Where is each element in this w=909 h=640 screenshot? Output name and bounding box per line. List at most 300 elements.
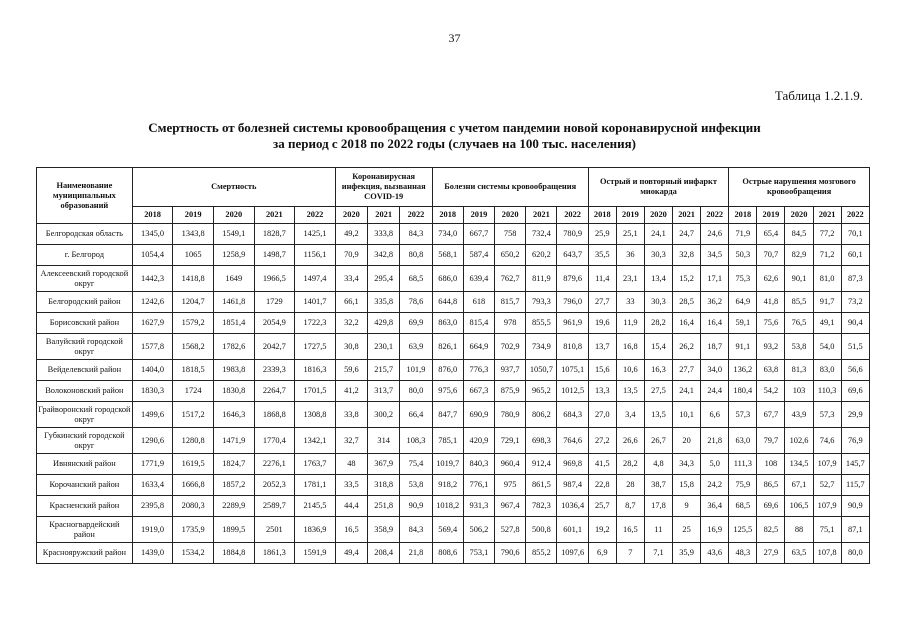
document-title — [0, 120, 909, 152]
table-cell: 54,0 — [813, 334, 841, 360]
table-cell: 108,3 — [400, 428, 432, 454]
table-cell: 26,2 — [673, 334, 701, 360]
header-municipality: Наименование муниципальных образований — [37, 168, 133, 224]
table-cell: 57,3 — [729, 402, 757, 428]
municipality-name: Волоконовский район — [37, 381, 133, 402]
table-cell: 4,8 — [644, 454, 672, 475]
table-cell: 690,9 — [463, 402, 494, 428]
table-cell: 875,9 — [495, 381, 526, 402]
table-cell: 83,0 — [813, 360, 841, 381]
table-cell: 1242,6 — [132, 292, 173, 313]
table-cell: 1770,4 — [254, 428, 295, 454]
table-cell: 24,1 — [644, 224, 672, 245]
table-cell: 1050,7 — [526, 360, 557, 381]
table-cell: 2145,5 — [295, 496, 336, 517]
table-cell: 10,6 — [616, 360, 644, 381]
table-cell: 961,9 — [557, 313, 588, 334]
table-cell: 1549,1 — [213, 224, 254, 245]
table-cell: 50,3 — [729, 245, 757, 266]
table-cell: 420,9 — [463, 428, 494, 454]
municipality-name: Вейделевский район — [37, 360, 133, 381]
year-header-circulatory: 2020 — [495, 207, 526, 224]
table-cell: 1019,7 — [432, 454, 463, 475]
table-row — [37, 266, 870, 292]
table-cell: 1280,8 — [173, 428, 214, 454]
table-cell: 975,6 — [432, 381, 463, 402]
table-cell: 27,2 — [588, 428, 616, 454]
table-cell: 1828,7 — [254, 224, 295, 245]
table-cell: 2589,7 — [254, 496, 295, 517]
table-cell: 2054,9 — [254, 313, 295, 334]
table-cell: 251,8 — [368, 496, 400, 517]
table-cell: 65,4 — [757, 224, 785, 245]
table-cell: 32,7 — [335, 428, 367, 454]
table-cell: 53,8 — [400, 475, 432, 496]
table-row — [37, 381, 870, 402]
table-cell: 758 — [495, 224, 526, 245]
table-cell: 49,4 — [335, 543, 367, 564]
table-cell: 815,7 — [495, 292, 526, 313]
table-cell: 75,6 — [757, 313, 785, 334]
page-number: 37 — [448, 31, 461, 45]
table-cell: 2289,9 — [213, 496, 254, 517]
table-cell: 107,9 — [813, 496, 841, 517]
table-cell: 780,9 — [495, 402, 526, 428]
table-cell: 960,4 — [495, 454, 526, 475]
year-header-stroke: 2018 — [729, 207, 757, 224]
table-row — [37, 245, 870, 266]
table-cell: 1290,6 — [132, 428, 173, 454]
table-cell: 1824,7 — [213, 454, 254, 475]
table-cell: 7,1 — [644, 543, 672, 564]
table-cell: 861,5 — [526, 475, 557, 496]
table-cell: 811,9 — [526, 266, 557, 292]
table-cell: 1649 — [213, 266, 254, 292]
table-cell: 429,8 — [368, 313, 400, 334]
title-line-2: за период с 2018 по 2022 годы (случаев на 100 тыс. населения) — [272, 136, 636, 151]
table-cell: 1156,1 — [295, 245, 336, 266]
table-cell: 790,6 — [495, 543, 526, 564]
table-cell: 53,8 — [785, 334, 813, 360]
table-cell: 80,8 — [400, 245, 432, 266]
table-cell: 25,9 — [588, 224, 616, 245]
table-cell: 23,1 — [616, 266, 644, 292]
table-cell: 88 — [785, 517, 813, 543]
table-cell: 54,2 — [757, 381, 785, 402]
table-cell: 29,9 — [841, 402, 869, 428]
table-cell: 686,0 — [432, 266, 463, 292]
table-cell: 1498,7 — [254, 245, 295, 266]
table-cell: 16,8 — [616, 334, 644, 360]
table-cell: 569,4 — [432, 517, 463, 543]
table-cell: 1018,2 — [432, 496, 463, 517]
table-cell: 335,8 — [368, 292, 400, 313]
table-cell: 11,9 — [616, 313, 644, 334]
table-cell: 27,7 — [673, 360, 701, 381]
year-header-mortality: 2021 — [254, 207, 295, 224]
table-cell: 1919,0 — [132, 517, 173, 543]
table-cell: 318,8 — [368, 475, 400, 496]
table-cell: 1418,8 — [173, 266, 214, 292]
table-cell: 644,8 — [432, 292, 463, 313]
table-cell: 734,9 — [526, 334, 557, 360]
table-cell: 68,5 — [729, 496, 757, 517]
table-cell: 1442,3 — [132, 266, 173, 292]
table-cell: 13,7 — [588, 334, 616, 360]
table-cell: 79,7 — [757, 428, 785, 454]
table-cell: 1816,3 — [295, 360, 336, 381]
table-cell: 71,9 — [729, 224, 757, 245]
table-cell: 1983,8 — [213, 360, 254, 381]
table-cell: 32,2 — [335, 313, 367, 334]
table-cell: 91,7 — [813, 292, 841, 313]
year-header-covid: 2020 — [335, 207, 367, 224]
table-cell: 808,6 — [432, 543, 463, 564]
table-cell: 1534,2 — [173, 543, 214, 564]
table-cell: 13,3 — [588, 381, 616, 402]
table-cell: 1857,2 — [213, 475, 254, 496]
table-cell: 57,3 — [813, 402, 841, 428]
table-cell: 74,6 — [813, 428, 841, 454]
table-cell: 1036,4 — [557, 496, 588, 517]
municipality-name: Грайворонский городской округ — [37, 402, 133, 428]
table-cell: 145,7 — [841, 454, 869, 475]
table-cell: 25 — [673, 517, 701, 543]
header-stroke: Острые нарушения мозгового кровообращения — [729, 168, 870, 207]
table-cell: 9 — [673, 496, 701, 517]
table-cell: 1497,4 — [295, 266, 336, 292]
table-cell: 75,3 — [729, 266, 757, 292]
table-cell: 64,9 — [729, 292, 757, 313]
table-cell: 643,7 — [557, 245, 588, 266]
municipality-name: г. Белгород — [37, 245, 133, 266]
table-cell: 1054,4 — [132, 245, 173, 266]
table-cell: 2080,3 — [173, 496, 214, 517]
table-cell: 82,5 — [757, 517, 785, 543]
table-cell: 568,1 — [432, 245, 463, 266]
municipality-name: Ивнянский район — [37, 454, 133, 475]
table-cell: 27,9 — [757, 543, 785, 564]
year-header-circulatory: 2018 — [432, 207, 463, 224]
table-cell: 82,9 — [785, 245, 813, 266]
table-cell: 24,1 — [673, 381, 701, 402]
table-cell: 25,7 — [588, 496, 616, 517]
table-cell: 48,3 — [729, 543, 757, 564]
table-cell: 667,3 — [463, 381, 494, 402]
table-row — [37, 224, 870, 245]
table-cell: 15,8 — [673, 475, 701, 496]
table-cell: 776,1 — [463, 475, 494, 496]
table-cell: 76,9 — [841, 428, 869, 454]
table-cell: 333,8 — [368, 224, 400, 245]
table-cell: 33,4 — [335, 266, 367, 292]
table-cell: 1308,8 — [295, 402, 336, 428]
table-cell: 762,7 — [495, 266, 526, 292]
table-cell: 16,9 — [701, 517, 729, 543]
table-cell: 855,5 — [526, 313, 557, 334]
table-cell: 59,1 — [729, 313, 757, 334]
table-cell: 75,4 — [400, 454, 432, 475]
year-header-stroke: 2020 — [785, 207, 813, 224]
table-cell: 16,4 — [701, 313, 729, 334]
table-cell: 87,3 — [841, 266, 869, 292]
table-cell: 1343,8 — [173, 224, 214, 245]
year-header-infarction: 2018 — [588, 207, 616, 224]
year-header-stroke: 2021 — [813, 207, 841, 224]
table-cell: 24,2 — [701, 475, 729, 496]
table-cell: 101,9 — [400, 360, 432, 381]
table-cell: 1345,0 — [132, 224, 173, 245]
table-cell: 36,4 — [701, 496, 729, 517]
table-cell: 180,4 — [729, 381, 757, 402]
municipality-name: Валуйский городской округ — [37, 334, 133, 360]
table-cell: 367,9 — [368, 454, 400, 475]
table-cell: 847,7 — [432, 402, 463, 428]
municipality-name: Алексеевский городской округ — [37, 266, 133, 292]
table-cell: 49,1 — [813, 313, 841, 334]
table-cell: 36 — [616, 245, 644, 266]
table-cell: 1619,5 — [173, 454, 214, 475]
table-cell: 21,8 — [400, 543, 432, 564]
table-cell: 967,4 — [495, 496, 526, 517]
table-cell: 732,4 — [526, 224, 557, 245]
table-cell: 111,3 — [729, 454, 757, 475]
table-cell: 44,4 — [335, 496, 367, 517]
table-cell: 1884,8 — [213, 543, 254, 564]
table-cell: 855,2 — [526, 543, 557, 564]
table-cell: 782,3 — [526, 496, 557, 517]
table-cell: 16,3 — [644, 360, 672, 381]
table-cell: 30,3 — [644, 292, 672, 313]
table-cell: 77,2 — [813, 224, 841, 245]
table-cell: 16,4 — [673, 313, 701, 334]
table-cell: 3,4 — [616, 402, 644, 428]
table-cell: 342,8 — [368, 245, 400, 266]
table-cell: 753,1 — [463, 543, 494, 564]
table-cell: 1701,5 — [295, 381, 336, 402]
table-cell: 684,3 — [557, 402, 588, 428]
table-cell: 21,8 — [701, 428, 729, 454]
table-cell: 1401,7 — [295, 292, 336, 313]
table-cell: 91,1 — [729, 334, 757, 360]
year-header-stroke: 2022 — [841, 207, 869, 224]
table-cell: 115,7 — [841, 475, 869, 496]
table-cell: 28 — [616, 475, 644, 496]
table-cell: 41,2 — [335, 381, 367, 402]
table-cell: 107,9 — [813, 454, 841, 475]
table-cell: 1868,8 — [254, 402, 295, 428]
table-cell: 24,7 — [673, 224, 701, 245]
table-cell: 84,3 — [400, 517, 432, 543]
table-cell: 1646,3 — [213, 402, 254, 428]
table-cell: 30,8 — [335, 334, 367, 360]
table-cell: 30,3 — [644, 245, 672, 266]
table-cell: 1735,9 — [173, 517, 214, 543]
table-cell: 639,4 — [463, 266, 494, 292]
table-cell: 1342,1 — [295, 428, 336, 454]
table-cell: 8,7 — [616, 496, 644, 517]
municipality-name: Красногвардейский район — [37, 517, 133, 543]
table-cell: 71,2 — [813, 245, 841, 266]
table-cell: 1861,3 — [254, 543, 295, 564]
table-cell: 876,0 — [432, 360, 463, 381]
table-cell: 22,8 — [588, 475, 616, 496]
table-cell: 68,5 — [400, 266, 432, 292]
table-cell: 18,7 — [701, 334, 729, 360]
table-cell: 1591,9 — [295, 543, 336, 564]
table-cell: 1258,9 — [213, 245, 254, 266]
table-cell: 67,1 — [785, 475, 813, 496]
table-cell: 6,9 — [588, 543, 616, 564]
table-cell: 63,5 — [785, 543, 813, 564]
municipality-name: Корочанский район — [37, 475, 133, 496]
table-cell: 35,5 — [588, 245, 616, 266]
table-cell: 16,5 — [616, 517, 644, 543]
table-cell: 75,9 — [729, 475, 757, 496]
table-cell: 36,2 — [701, 292, 729, 313]
year-header-infarction: 2020 — [644, 207, 672, 224]
table-cell: 67,7 — [757, 402, 785, 428]
table-cell: 20 — [673, 428, 701, 454]
table-cell: 810,8 — [557, 334, 588, 360]
table-cell: 60,1 — [841, 245, 869, 266]
table-row — [37, 360, 870, 381]
table-cell: 601,1 — [557, 517, 588, 543]
table-cell: 1075,1 — [557, 360, 588, 381]
mortality-table — [36, 167, 870, 564]
table-cell: 1065 — [173, 245, 214, 266]
table-cell: 103 — [785, 381, 813, 402]
year-header-covid: 2021 — [368, 207, 400, 224]
table-cell: 11 — [644, 517, 672, 543]
table-cell: 110,3 — [813, 381, 841, 402]
table-cell: 13,5 — [616, 381, 644, 402]
table-cell: 85,5 — [785, 292, 813, 313]
municipality-name: Губкинский городской округ — [37, 428, 133, 454]
table-cell: 87,1 — [841, 517, 869, 543]
table-number: Таблица 1.2.1.9. — [774, 88, 863, 103]
table-cell: 24,4 — [701, 381, 729, 402]
table-cell: 1439,0 — [132, 543, 173, 564]
table-cell: 78,6 — [400, 292, 432, 313]
table-cell: 136,2 — [729, 360, 757, 381]
table-cell: 27,0 — [588, 402, 616, 428]
table-cell: 17,8 — [644, 496, 672, 517]
table-cell: 826,1 — [432, 334, 463, 360]
table-cell: 48 — [335, 454, 367, 475]
table-row — [37, 292, 870, 313]
table-cell: 734,0 — [432, 224, 463, 245]
table-cell: 6,6 — [701, 402, 729, 428]
table-cell: 208,4 — [368, 543, 400, 564]
table-cell: 26,6 — [616, 428, 644, 454]
table-cell: 1012,5 — [557, 381, 588, 402]
table-cell: 1499,6 — [132, 402, 173, 428]
table-cell: 1727,5 — [295, 334, 336, 360]
year-header-mortality: 2022 — [295, 207, 336, 224]
table-cell: 13,5 — [644, 402, 672, 428]
table-cell: 1633,4 — [132, 475, 173, 496]
table-cell: 51,5 — [841, 334, 869, 360]
table-cell: 63,8 — [757, 360, 785, 381]
table-cell: 15,4 — [644, 334, 672, 360]
table-cell: 664,9 — [463, 334, 494, 360]
table-cell: 965,2 — [526, 381, 557, 402]
table-cell: 785,1 — [432, 428, 463, 454]
table-cell: 1729 — [254, 292, 295, 313]
table-cell: 937,7 — [495, 360, 526, 381]
table-cell: 107,8 — [813, 543, 841, 564]
table-cell: 1517,2 — [173, 402, 214, 428]
table-row — [37, 475, 870, 496]
table-cell: 66,4 — [400, 402, 432, 428]
table-cell: 698,3 — [526, 428, 557, 454]
municipality-name: Красненский район — [37, 496, 133, 517]
table-cell: 2395,8 — [132, 496, 173, 517]
table-cell: 764,6 — [557, 428, 588, 454]
table-cell: 806,2 — [526, 402, 557, 428]
table-cell: 702,9 — [495, 334, 526, 360]
table-cell: 90,9 — [841, 496, 869, 517]
year-header-circulatory: 2022 — [557, 207, 588, 224]
table-cell: 358,9 — [368, 517, 400, 543]
table-cell: 70,1 — [841, 224, 869, 245]
table-cell: 66,1 — [335, 292, 367, 313]
table-cell: 815,4 — [463, 313, 494, 334]
table-cell: 1627,9 — [132, 313, 173, 334]
table-cell: 1724 — [173, 381, 214, 402]
table-cell: 11,4 — [588, 266, 616, 292]
table-cell: 69,6 — [757, 496, 785, 517]
table-row — [37, 334, 870, 360]
table-cell: 313,7 — [368, 381, 400, 402]
table-cell: 90,1 — [785, 266, 813, 292]
table-cell: 300,2 — [368, 402, 400, 428]
table-cell: 506,2 — [463, 517, 494, 543]
table-cell: 918,2 — [432, 475, 463, 496]
table-cell: 1404,0 — [132, 360, 173, 381]
header-myocardial-infarction: Острый и повторный инфаркт миокарда — [588, 168, 729, 207]
table-cell: 650,2 — [495, 245, 526, 266]
table-cell: 69,9 — [400, 313, 432, 334]
table-cell: 76,5 — [785, 313, 813, 334]
table-cell: 879,6 — [557, 266, 588, 292]
table-cell: 86,5 — [757, 475, 785, 496]
table-cell: 33,8 — [335, 402, 367, 428]
table-cell: 1425,1 — [295, 224, 336, 245]
table-cell: 26,7 — [644, 428, 672, 454]
table-cell: 102,6 — [785, 428, 813, 454]
table-cell: 1830,3 — [132, 381, 173, 402]
table-cell: 28,2 — [644, 313, 672, 334]
table-cell: 33 — [616, 292, 644, 313]
municipality-name: Белгородская область — [37, 224, 133, 245]
year-header-circulatory: 2019 — [463, 207, 494, 224]
table-cell: 729,1 — [495, 428, 526, 454]
table-cell: 793,3 — [526, 292, 557, 313]
year-header-covid: 2022 — [400, 207, 432, 224]
table-cell: 90,9 — [400, 496, 432, 517]
table-cell: 38,7 — [644, 475, 672, 496]
table-cell: 27,5 — [644, 381, 672, 402]
table-cell: 1722,3 — [295, 313, 336, 334]
table-cell: 35,9 — [673, 543, 701, 564]
table-cell: 1097,6 — [557, 543, 588, 564]
table-cell: 1781,1 — [295, 475, 336, 496]
table-row — [37, 517, 870, 543]
table-cell: 17,1 — [701, 266, 729, 292]
municipality-name: Краснояружский район — [37, 543, 133, 564]
